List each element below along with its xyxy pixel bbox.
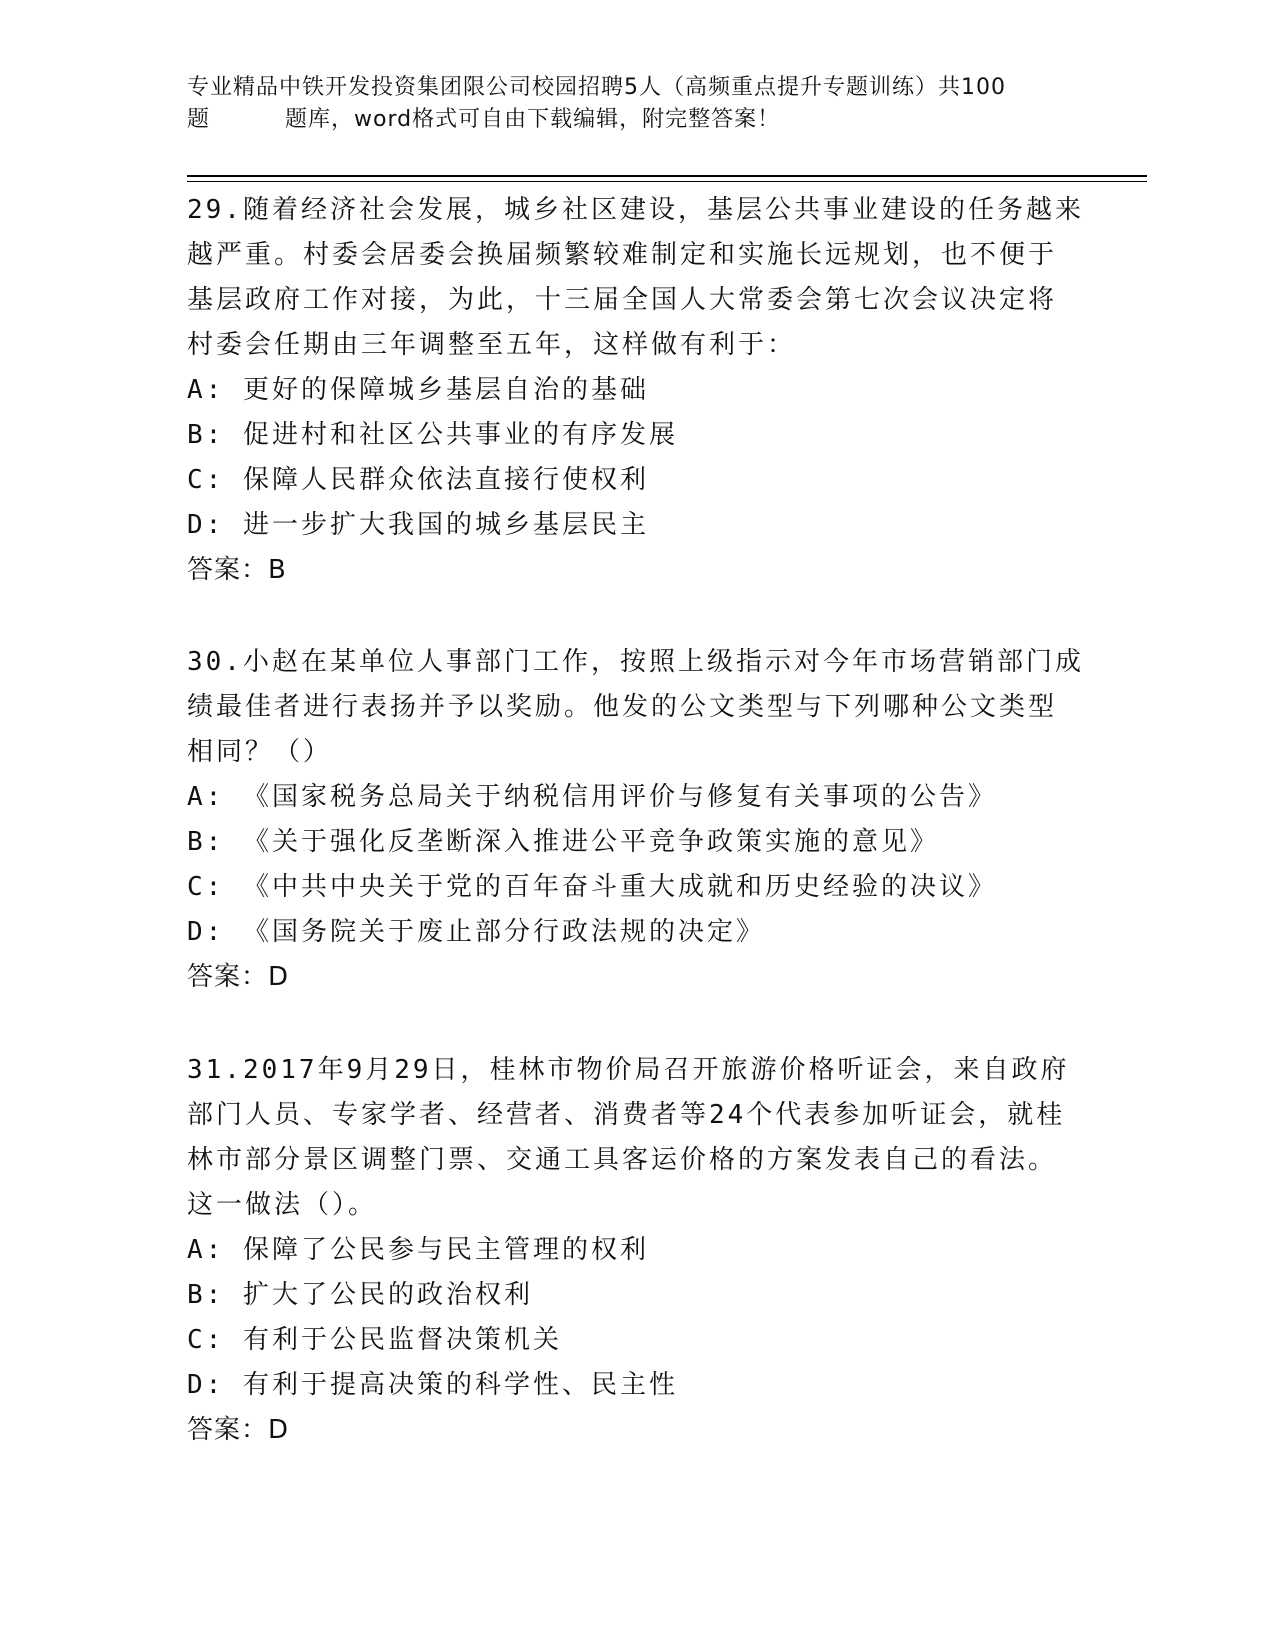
question-stem-line: 绩最佳者进行表扬并予以奖励。他发的公文类型与下列哪种公文类型: [187, 692, 1058, 722]
question-31: [187, 1048, 1087, 1453]
option-c: C: 有利于公民监督决策机关: [187, 1325, 562, 1355]
header-divider-thin: [187, 181, 1147, 182]
question-30: [187, 640, 1087, 1000]
option-c: C: 保障人民群众依法直接行使权利: [187, 465, 649, 495]
question-stem-line: 基层政府工作对接，为此，十三届全国人大常委会第七次会议决定将: [187, 285, 1058, 315]
question-stem-line: 相同？（）: [187, 737, 333, 767]
header-divider-thick: [187, 175, 1147, 177]
option-c: C: 《中共中央关于党的百年奋斗重大成就和历史经验的决议》: [187, 872, 997, 902]
answer: 答案：B: [187, 555, 287, 585]
option-a: A: 更好的保障城乡基层自治的基础: [187, 375, 649, 405]
question-stem-line: 这一做法（）。: [187, 1190, 378, 1220]
option-b: B: 《关于强化反垄断深入推进公平竞争政策实施的意见》: [187, 827, 939, 857]
header-title-line2: [187, 104, 1087, 136]
question-stem-line: 村委会任期由三年调整至五年，这样做有利于：: [187, 330, 797, 360]
question-stem-line: 林市部分景区调整门票、交通工具客运价格的方案发表自己的看法。: [187, 1145, 1058, 1175]
question-stem-line: 30.小赵在某单位人事部门工作，按照上级指示对今年市场营销部门成: [187, 647, 1084, 677]
option-b: B: 扩大了公民的政治权利: [187, 1280, 533, 1310]
question-stem-line: 部门人员、专家学者、经营者、消费者等24个代表参加听证会，就桂: [187, 1100, 1066, 1130]
option-a: A: 保障了公民参与民主管理的权利: [187, 1235, 649, 1265]
answer: 答案：D: [187, 1415, 290, 1445]
header-title-line1: 专业精品中铁开发投资集团限公司校园招聘5人（高频重点提升专题训练）共100: [187, 75, 1006, 100]
answer: 答案：D: [187, 962, 290, 992]
option-d: D: 《国务院关于废止部分行政法规的决定》: [187, 917, 765, 947]
option-d: D: 有利于提高决策的科学性、民主性: [187, 1370, 678, 1400]
page-header: [187, 72, 1087, 136]
option-b: B: 促进村和社区公共事业的有序发展: [187, 420, 678, 450]
question-stem-line: 越严重。村委会居委会换届频繁较难制定和实施长远规划，也不便于: [187, 240, 1058, 270]
header-title-line2-start: 题: [187, 107, 211, 132]
question-stem-line: 31.2017年9月29日，桂林市物价局召开旅游价格听证会，来自政府: [187, 1055, 1070, 1085]
question-stem-line: 29.随着经济社会发展，城乡社区建设，基层公共事业建设的任务越来: [187, 195, 1084, 225]
option-d: D: 进一步扩大我国的城乡基层民主: [187, 510, 649, 540]
question-29: [187, 188, 1087, 593]
header-title-line2-end: 题库，word格式可自由下载编辑，附完整答案！: [285, 107, 781, 132]
option-a: A: 《国家税务总局关于纳税信用评价与修复有关事项的公告》: [187, 782, 997, 812]
